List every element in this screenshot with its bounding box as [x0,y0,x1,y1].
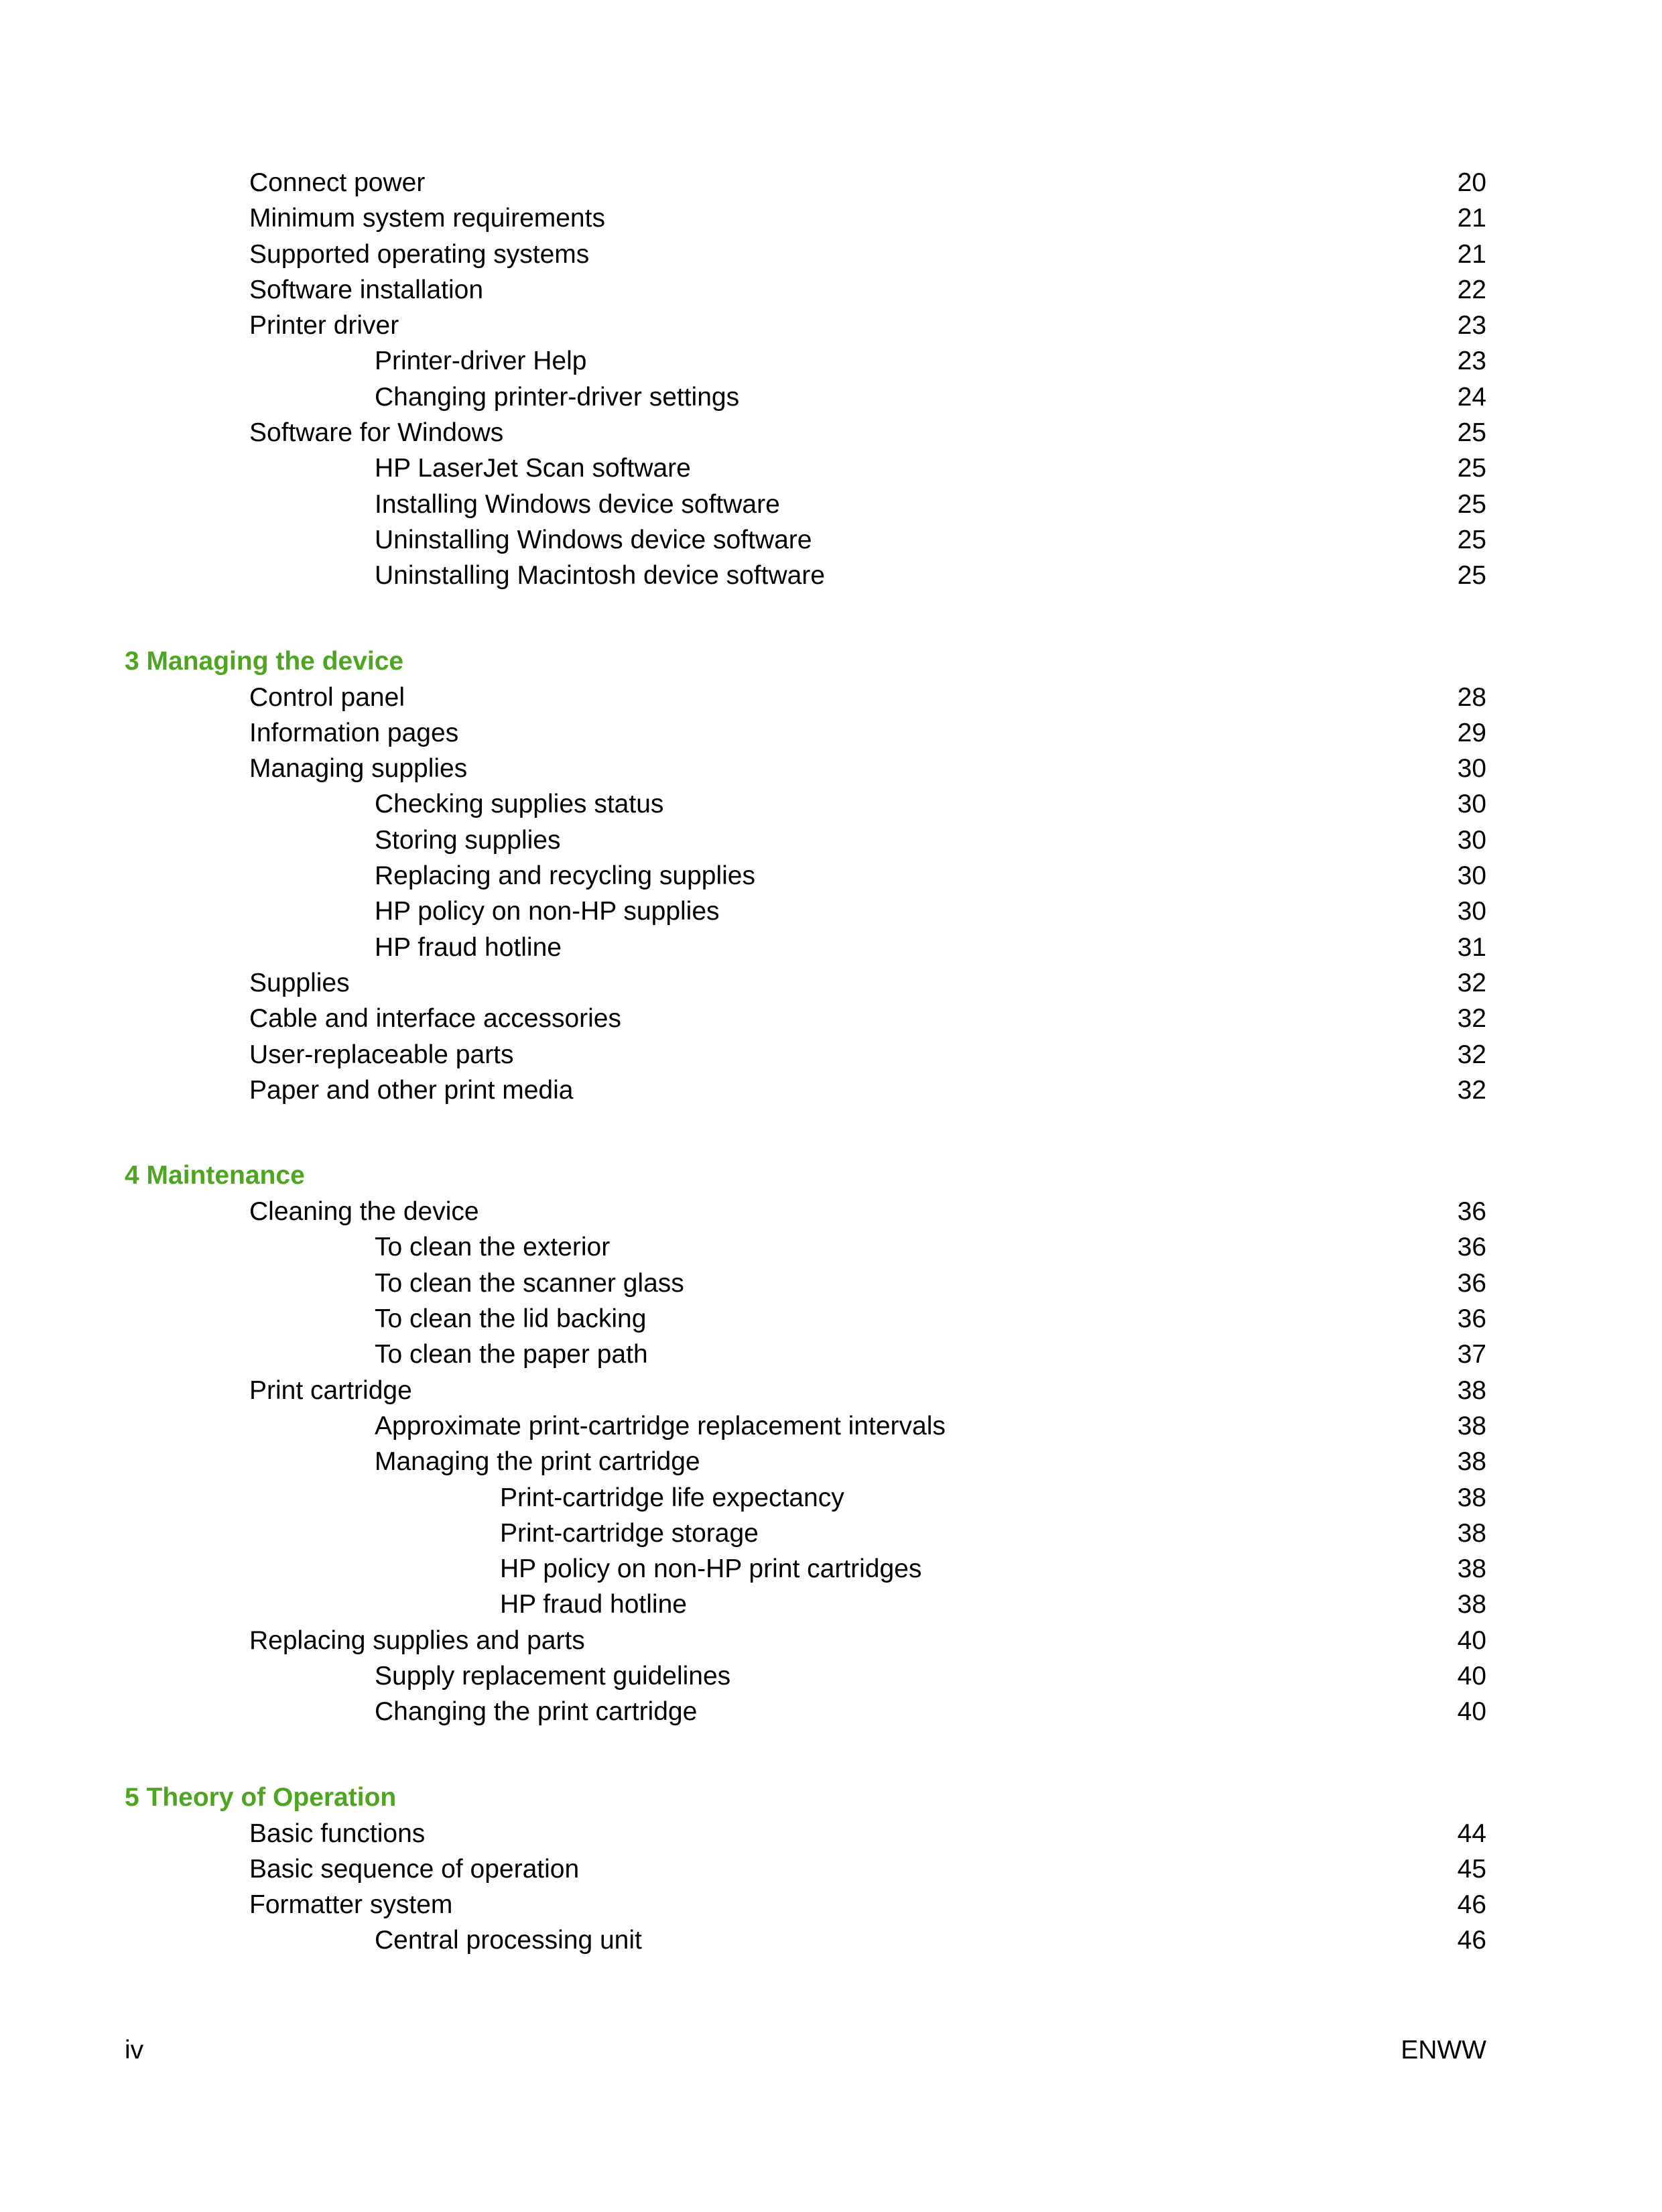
toc-entry-page: 38 [1452,1516,1486,1551]
toc-entry-label: Paper and other print media [249,1072,578,1108]
toc-entry-page: 32 [1452,1001,1486,1036]
toc-entry-label: Storing supplies [375,822,566,858]
toc-entry-page: 38 [1452,1444,1486,1479]
toc-entry-label: HP LaserJet Scan software [375,450,696,486]
document-code: ENWW [1401,2036,1486,2065]
toc-entry-label: Printer-driver Help [375,343,592,379]
toc-entry-label: To clean the lid backing [375,1301,651,1337]
toc-entry[interactable] [125,522,1486,558]
toc-entry-page: 22 [1452,272,1486,308]
chapter-heading[interactable]: 3 Managing the device [125,646,404,676]
toc-entry[interactable] [125,1266,1486,1301]
toc-entry-page: 23 [1452,343,1486,379]
toc-entry-page: 38 [1452,1408,1486,1444]
toc-entry-label: Software for Windows [249,415,509,450]
toc-section [125,1780,1486,1959]
toc-entry-page: 32 [1452,1037,1486,1072]
toc-entry-label: Printer driver [249,308,404,343]
toc-section [125,1158,1486,1729]
toc-entry-page: 46 [1452,1922,1486,1958]
chapter-heading[interactable]: 4 Maintenance [125,1161,305,1190]
toc-entry-page: 30 [1452,822,1486,858]
toc-entry-page: 36 [1452,1229,1486,1265]
toc-entry-page: 30 [1452,894,1486,929]
toc-entry[interactable] [125,1694,1486,1729]
toc-entry-label: Software installation [249,272,489,308]
toc-entry[interactable] [125,200,1486,236]
toc-entry-page: 36 [1452,1301,1486,1337]
toc-entry-page: 24 [1452,379,1486,415]
table-of-contents [125,165,1486,1959]
toc-entry[interactable] [125,1922,1486,1958]
toc-entry-page: 25 [1452,558,1486,593]
toc-entry-label: Cleaning the device [249,1194,485,1229]
toc-entry[interactable] [125,237,1486,272]
toc-entry[interactable] [125,1658,1486,1694]
toc-entry[interactable] [125,1373,1486,1408]
toc-entry-label: Supplies [249,965,355,1001]
toc-entry-label: Managing supplies [249,751,472,786]
toc-entry-page: 21 [1452,200,1486,236]
toc-entry-label: Connect power [249,165,430,200]
toc-entry[interactable] [125,822,1486,858]
toc-entry-page: 30 [1452,858,1486,894]
toc-entry-label: Basic functions [249,1816,430,1851]
toc-entry-page: 30 [1452,786,1486,822]
toc-entry-page: 28 [1452,680,1486,715]
toc-entry-label: HP fraud hotline [375,930,567,965]
toc-entry-label: Supply replacement guidelines [375,1658,736,1694]
toc-entry[interactable] [125,1551,1486,1587]
chapter-heading[interactable]: 5 Theory of Operation [125,1782,397,1812]
toc-entry-page: 40 [1452,1694,1486,1729]
toc-entry-page: 44 [1452,1816,1486,1851]
toc-entry[interactable] [125,308,1486,343]
toc-entry[interactable] [125,1194,1486,1229]
toc-entry-label: To clean the scanner glass [375,1266,690,1301]
toc-entry-label: Supported operating systems [249,237,594,272]
toc-entry-page: 36 [1452,1266,1486,1301]
toc-entry-label: Print cartridge [249,1373,418,1408]
toc-entry-label: Information pages [249,715,464,751]
toc-entry-page: 40 [1452,1623,1486,1658]
toc-entry[interactable] [125,1337,1486,1372]
toc-entry-page: 45 [1452,1851,1486,1887]
toc-entry[interactable] [125,415,1486,450]
toc-entry[interactable] [125,1001,1486,1036]
toc-entry-label: Cable and interface accessories [249,1001,627,1036]
toc-entry-label: Print-cartridge storage [500,1516,764,1551]
toc-entry[interactable] [125,786,1486,822]
toc-entry[interactable] [125,930,1486,965]
toc-entry[interactable] [125,1816,1486,1851]
toc-entry[interactable] [125,1851,1486,1887]
toc-entry-label: Managing the print cartridge [375,1444,706,1479]
toc-entry[interactable] [125,165,1486,200]
toc-entry[interactable] [125,715,1486,751]
toc-entry-page: 23 [1452,308,1486,343]
toc-entry-label: Changing printer-driver settings [375,379,745,415]
toc-entry-label: Formatter system [249,1887,458,1922]
toc-section [125,165,1486,594]
toc-entry-page: 32 [1452,965,1486,1001]
toc-entry[interactable] [125,680,1486,715]
toc-entry-label: Control panel [249,680,410,715]
toc-entry[interactable] [125,894,1486,929]
toc-entry[interactable] [125,1887,1486,1922]
toc-entry[interactable] [125,379,1486,415]
toc-entry-page: 38 [1452,1480,1486,1516]
toc-entry-label: Uninstalling Windows device software [375,522,817,558]
toc-entry-label: Checking supplies status [375,786,669,822]
toc-entry[interactable] [125,1072,1486,1108]
toc-entry-label: Central processing unit [375,1922,647,1958]
toc-entry[interactable] [125,858,1486,894]
toc-entry-page: 32 [1452,1072,1486,1108]
toc-entry-label: Print-cartridge life expectancy [500,1480,850,1516]
toc-entry[interactable] [125,272,1486,308]
toc-entry[interactable] [125,1301,1486,1337]
toc-entry-page: 30 [1452,751,1486,786]
toc-entry[interactable] [125,558,1486,593]
toc-entry-page: 25 [1452,415,1486,450]
toc-entry-label: Uninstalling Macintosh device software [375,558,830,593]
toc-entry[interactable] [125,450,1486,486]
toc-entry[interactable] [125,965,1486,1001]
toc-entry-page: 38 [1452,1587,1486,1622]
toc-entry[interactable] [125,1444,1486,1479]
toc-entry-page: 38 [1452,1373,1486,1408]
toc-entry-page: 25 [1452,487,1486,522]
toc-entry-page: 38 [1452,1551,1486,1587]
toc-entry[interactable] [125,1587,1486,1622]
toc-entry[interactable] [125,1408,1486,1444]
toc-entry[interactable] [125,487,1486,522]
toc-entry-page: 25 [1452,450,1486,486]
toc-entry[interactable] [125,1229,1486,1265]
toc-entry-page: 46 [1452,1887,1486,1922]
toc-entry[interactable] [125,343,1486,379]
toc-entry-label: Minimum system requirements [249,200,611,236]
toc-section [125,643,1486,1109]
toc-entry-label: HP fraud hotline [500,1587,692,1622]
toc-entry-page: 31 [1452,930,1486,965]
toc-entry[interactable] [125,751,1486,786]
toc-entry-label: Replacing and recycling supplies [375,858,761,894]
toc-entry-label: Replacing supplies and parts [249,1623,590,1658]
toc-entry-label: Approximate print-cartridge replacement intervals [375,1408,951,1444]
toc-entry-page: 25 [1452,522,1486,558]
toc-entry-label: To clean the paper path [375,1337,653,1372]
toc-entry-label: HP policy on non-HP print cartridges [500,1551,927,1587]
toc-entry-label: HP policy on non-HP supplies [375,894,725,929]
toc-entry-page: 29 [1452,715,1486,751]
toc-entry-label: User-replaceable parts [249,1037,519,1072]
toc-entry-label: Changing the print cartridge [375,1694,702,1729]
toc-entry[interactable] [125,1037,1486,1072]
toc-entry-page: 36 [1452,1194,1486,1229]
toc-entry-page: 37 [1452,1337,1486,1372]
toc-entry-label: Basic sequence of operation [249,1851,584,1887]
toc-entry-label: To clean the exterior [375,1229,615,1265]
toc-entry-label: Installing Windows device software [375,487,785,522]
toc-entry[interactable] [125,1623,1486,1658]
toc-entry[interactable] [125,1480,1486,1516]
toc-entry[interactable] [125,1516,1486,1551]
page-number: iv [125,2036,144,2065]
toc-entry-page: 40 [1452,1658,1486,1694]
toc-entry-page: 21 [1452,237,1486,272]
toc-entry-page: 20 [1452,165,1486,200]
